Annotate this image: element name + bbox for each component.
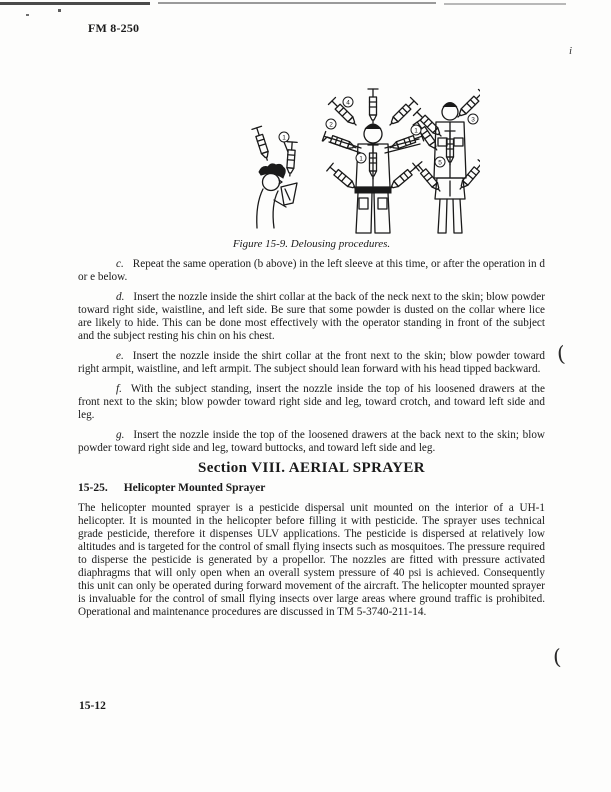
subsection-number: 15-25. [78, 482, 108, 494]
paragraph-text: Insert the nozzle inside the shirt collar at the back of the neck next to the skin; blow powder toward right side, waistline, and left side. Be sure that some powder is dusted on the collar where lice are likely to hide. This can be done most effectively with the operator standing in front of the subject and the subject resting his chin on his chest. [78, 291, 545, 342]
paragraph-text: Insert the nozzle inside the shirt collar at the front next to the skin; blow powder toward right armpit, waistline, and left armpit. The subject should lean forward with his head tipped backward. [78, 350, 545, 375]
page-number: 15-12 [79, 700, 106, 712]
paragraph-e [78, 350, 545, 376]
paragraph-text: Insert the nozzle inside the top of the loosened drawers at the back next to the skin; blow powder toward right side and leg, toward buttocks, and toward left side and leg. [78, 429, 545, 454]
paragraph-d [78, 291, 545, 343]
figure-callout-between: 1 [414, 127, 418, 135]
scan-edge-line [444, 3, 566, 5]
delousing-figure-illustration [228, 86, 480, 236]
scan-speck [58, 9, 61, 12]
subsection-title: Helicopter Mounted Sprayer [123, 482, 266, 494]
figure-callout-mid-chest: 1 [359, 155, 363, 163]
figure-callout-right-top: 3 [471, 116, 475, 124]
delousing-figure-svg [228, 86, 480, 236]
margin-paren-mark-lower: ( [552, 644, 562, 670]
paragraph-text: Repeat the same operation (b above) in the left sleeve at this time, or after the operation in d or e below. [78, 258, 545, 283]
figure-callout-left: 1 [282, 134, 286, 142]
figure-callout-mid-left: 2 [329, 121, 333, 129]
figure-callout-mid-top: 4 [346, 99, 350, 107]
page-header: FM 8-250 [88, 21, 140, 35]
paragraph-text: With the subject standing, insert the nozzle inside the top of his loosened drawers at the front next to the skin; blow powder toward right side and leg, toward crotch, and toward left side and leg. [78, 383, 545, 421]
subsection-heading [78, 482, 545, 495]
scan-speck [26, 14, 29, 16]
scan-edge-line [0, 2, 150, 5]
margin-paren-mark-upper: ( [555, 341, 567, 367]
section-heading: Section VIII. AERIAL SPRAYER [197, 460, 426, 476]
paragraph-g [78, 429, 545, 455]
paragraph-label: f. [116, 383, 122, 395]
section-body-paragraph: The helicopter mounted sprayer is a pesticide dispersal unit mounted on the interior of a UH-1 helicopter. It is mounted in the helicopter before filling it with pesticide. The sprayer uses technical grade pesticide, therefore it dispenses ULV applications. The pesticide is dispersed at relatively low altitudes and is targeted for the control of small flying insects such as mosquitoes. The pressure required to disperse the pesticide is generated by a propellor. The nozzles are fitted with pressure activated diaphragms that will only open when an overall system pressure of 40 psi is achieved. Consequently this unit can only be operated during forward movement of the aircraft. The helicopter mounted sprayer is invaluable for the control of small flying insects over large areas where ground traffic is prohibited. Operational and maintenance procedures are discussed in TM 5-3740-211-14. [78, 502, 545, 618]
paragraph-label: e. [116, 350, 124, 362]
text-column [78, 258, 545, 626]
paragraph-label: g. [116, 429, 125, 441]
figure-person-left [252, 126, 297, 228]
figure-person-middle [322, 89, 423, 233]
paragraph-f [78, 383, 545, 422]
paragraph-label: d. [116, 291, 125, 303]
figure-caption: Figure 15-9. Delousing procedures. [232, 238, 391, 250]
scan-edge-line [158, 2, 436, 4]
paragraph-c [78, 258, 545, 284]
scan-stray-mark: i [569, 45, 573, 57]
figure-callout-right-center: 5 [438, 159, 442, 167]
figure-person-right [413, 89, 480, 233]
paragraph-label: c. [116, 258, 124, 270]
